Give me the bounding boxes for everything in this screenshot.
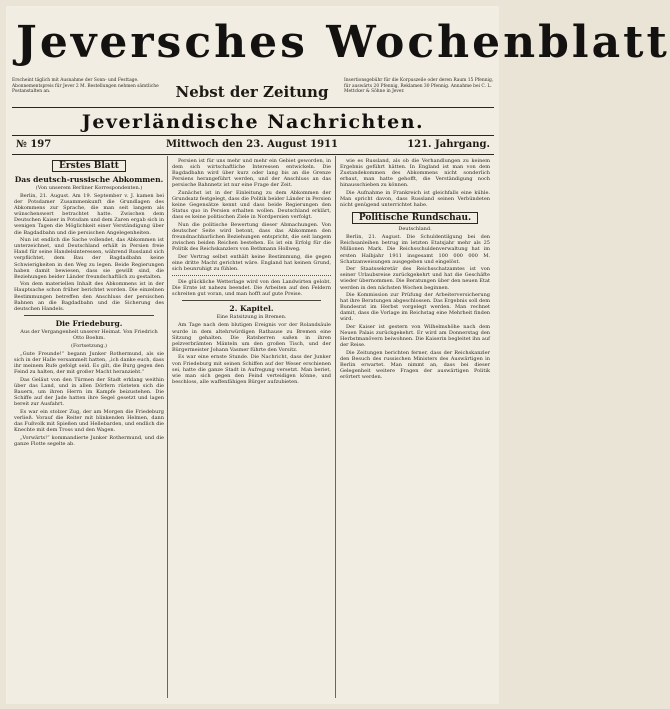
- supplement-note: Nebst der Zeitung: [175, 83, 329, 101]
- column-left: [14, 158, 164, 698]
- page-subtitle: Jeverländische Nachrichten.: [81, 111, 425, 133]
- article-paragraph: wie es Russland, als ob die Verhandlungen zu keinem Ergebnis geführt hätten. In England ist man von dem Zustandekommen des Abkommens nicht sonderlich erbaut, man hatte gehofft, die Verständigung noch hinausschieben zu können.: [340, 158, 490, 189]
- advertising-note: Insertionsgebühr für die Korpuszeile oder deren Raum 15 Pfennig, für auswärts 20 Pfennig, Reklamen 30 Pfennig. Annahme bei C. L. Mettcker & Söhne in Jever.: [344, 78, 494, 95]
- article-byline: Aus der Vergangenheit unserer Heimat. Von Friedrich Otto Boehm.: [20, 328, 158, 341]
- article-paragraph: „Gute Freunde!“ begann Junker Rothermund, als sie sich in der Halle versammelt hatten, „ich danke euch, dass ihr meinem Rufe gefolgt seid. Es gilt, die Burg gegen den Feind zu halten, der mit großer Macht heranzieht.“: [14, 350, 164, 376]
- column-divider: [335, 156, 336, 698]
- article-paragraph: Es war eine ernste Stunde. Die Nachricht, dass der Junker von Friedeburg mit seinen Schiffen auf der Weser erschienen sei, hatte die ganze Stadt in Aufregung versetzt. Man beriet, wie man sich gegen den Feind verteidigen könne, und beschloss, alle waffenfähigen Bürger aufzubieten.: [172, 354, 331, 385]
- masthead-subrow: [12, 78, 494, 106]
- rule-middle: [12, 135, 494, 136]
- article-paragraph: Berlin, 21. August. Am 19. September v. J. kamen bei der Potsdamer Zusammenkunft die Grundlagen des Abkommens zur Sprache, die man seit langem als wünschenswert betrachtet hatte. Zwischen dem Deutschen Kaiser in Potsdam und dem Zaren ergab sich in wenigen Tagen die Möglichkeit einer Verständigung über die Bagdadbahn und die persischen Angelegenheiten.: [14, 193, 164, 236]
- article-paragraph: „Vorwärts!“ kommandierte Junker Rothermund, und die ganze Flotte segelte ab.: [14, 434, 164, 447]
- dateline: [12, 137, 494, 153]
- issue-volume: 121. Jahrgang.: [407, 139, 490, 150]
- article-paragraph: Es war ein stolzer Zug, der am Morgen die Friedeburg verließ. Vorauf die Reiter mit blinkenden Helmen, dann das Fußvolk mit Spießen und Hellebarden, und endlich die Knechte mit dem Tross und den Wagen.: [14, 408, 164, 433]
- section-heading: Erstes Blatt: [14, 160, 164, 172]
- article-paragraph: Nun die politische Bewertung dieser Abmachungen. Von deutscher Seite wird betont, dass das Abkommen den freundnachbarlichen Beziehungen entspricht, die seit langem zwischen beiden Reichen bestehen. Es ist ein Erfolg für die Politik des Reichskanzlers von Bethmann Hollweg.: [172, 221, 331, 253]
- column-right: [340, 158, 490, 698]
- article-title: Das deutsch-russische Abkommen.: [14, 175, 164, 184]
- article-paragraph: Die Aufnahme in Frankreich ist gleichfalls eine kühle. Man spricht davon, dass Russland seinen Verbündeten nicht genügend unterrichtet habe.: [340, 189, 490, 209]
- article-paragraph: Der Staatssekretär des Reichsschatzamtes ist von seiner Urlaubsreise zurückgekehrt und hat die Geschäfte wieder übernommen. Die Beratungen über den neuen Etat werden in den nächsten Wochen beginnen.: [340, 266, 490, 291]
- article-divider: [24, 315, 154, 316]
- masthead-title: Jeversches Wochenblatt: [16, 17, 670, 68]
- article-byline: (Von unserem Berliner Korrespondenten.): [35, 185, 143, 191]
- article-paragraph: Die Zeitungen berichten ferner, dass der Reichskanzler den Besuch des russischen Ministers des Auswärtigen in Berlin erwartet. Man nimmt an, dass bei dieser Gelegenheit weitere Fragen der auswärtigen Politik erörtert werden.: [340, 349, 490, 381]
- article-paragraph: Die Kommission zur Prüfung der Arbeiterversicherung hat ihre Beratungen abgeschlossen. Das Ergebnis soll dem Bundesrat im Herbst vorgelegt werden. Man rechnet damit, dass die Vorlage im Reichstag eine Mehrheit finden wird.: [340, 292, 490, 323]
- section-heading: Politische Rundschau.: [340, 212, 490, 224]
- subscription-note: Erscheint täglich mit Ausnahme der Sonn- und Festtage. Abonnementspreis für Jever 2 M. Bestellungen nehmen sämtliche Postanstalten an.: [12, 78, 159, 95]
- chapter-subtitle: Eine Ratsitzung in Bremen.: [216, 314, 287, 321]
- article-divider: [172, 275, 331, 276]
- article-paragraph: Am Tage nach dem blutigen Ereignis vor der Rolandsäule wurde in dem altehrwürdigen Rathause zu Bremen eine Sitzung gehalten. Die Ratsherren saßen in ihren pelzverbrämten Mänteln um den großen Tisch, und der Bürgermeister Johann Vasmer führte den Vorsitz.: [172, 322, 331, 353]
- article-paragraph: Berlin, 21. August. Die Schuldentilgung bei den Reichsanleihen betrug im letzten Etatsjahr mehr als 25 Millionen Mark. Die Reichsschuldenverwaltung hat im ersten Halbjahr 1911 insgesamt 100 000 000 M. Schatzanweisungen ausgegeben und eingelöst.: [340, 234, 490, 265]
- article-paragraph: Der Vertrag selbst enthält keine Bestimmung, die gegen eine dritte Macht gerichtet wäre. England hat keinen Grund, sich beunruhigt zu fühlen.: [172, 253, 331, 273]
- newspaper-page: [6, 6, 670, 704]
- column-divider: [167, 156, 168, 698]
- article-continuation: (Fortsetzung.): [71, 342, 107, 349]
- article-paragraph: Nun ist endlich die Sache vollendet, das Abkommen ist unterzeichnet, und Deutschland erhält in Persien freie Hand für seine Handelsinteressen, während Russland sich verpflichtet, dem Bau der Bagdadbahn keine Schwierigkeiten in den Weg zu legen. Beide Regierungen haben damit bewiesen, dass sie gewillt sind, die Beziehungen beider Länder freundschaftlich zu gestalten.: [14, 237, 164, 280]
- issue-number: № 197: [16, 139, 52, 150]
- issue-date: Mittwoch den 23. August 1911: [165, 139, 339, 150]
- rule-top: [12, 107, 494, 108]
- article-paragraph: Persien ist für uns mehr und mehr ein Gebiet geworden, in dem sich wirtschaftliche Interessen entwickeln. Die Bagdadbahn wird über kurz oder lang bis an die Grenze Persiens herangeführt werden, und der Anschluss an das persische Bahnnetz ist nur eine Frage der Zeit.: [172, 158, 331, 189]
- rule-bottom: [12, 154, 494, 155]
- article-paragraph: Der Kaiser ist gestern von Wilhelmshöhe nach dem Neuen Palais zurückgekehrt. Er wird am Donnerstag den Herbstmanövern beiwohnen. Die Kaiserin begleitet ihn auf der Reise.: [340, 324, 490, 349]
- article-paragraph: Die glückliche Wetterlage wird von den Landwirten gelobt. Die Ernte ist nahezu beendet. Die Arbeiten auf den Feldern schreiten gut voran, und man hofft auf gute Preise.: [172, 279, 331, 298]
- article-paragraph: Von dem materiellen Inhalt des Abkommens ist in der Hauptsache schon früher berichtet worden. Die einzelnen Bestimmungen betreffen den Anschluss der persischen Bahnen an die Bagdadbahn und die Sicherung des deutschen Handels.: [14, 281, 164, 312]
- article-title: Die Friedeburg.: [55, 318, 123, 328]
- article-divider: [182, 300, 321, 301]
- column-middle: [172, 158, 331, 698]
- chapter-title: 2. Kapitel.: [229, 304, 274, 314]
- article-paragraph: Das Geläut von den Türmen der Stadt erklang weithin über das Land, und in allen Dörfern rüsteten sich die Bauern, um ihren Herrn im Kampfe beizustehen. Die Schiffe auf der Jade hatten ihre Segel gesetzt und lagen bereit zur Ausfahrt.: [14, 376, 164, 408]
- article-paragraph: Zunächst ist in der Einleitung zu dem Abkommen der Grundsatz festgelegt, dass die Politik beider Länder in Persien keine Gegensätze kennt und dass beide Regierungen den Status quo in Persien erhalten wollen. Deutschland erklärt, dass es keine politischen Ziele in Nordpersien verfolgt.: [172, 189, 331, 221]
- subsection-heading: Deutschland.: [398, 226, 432, 233]
